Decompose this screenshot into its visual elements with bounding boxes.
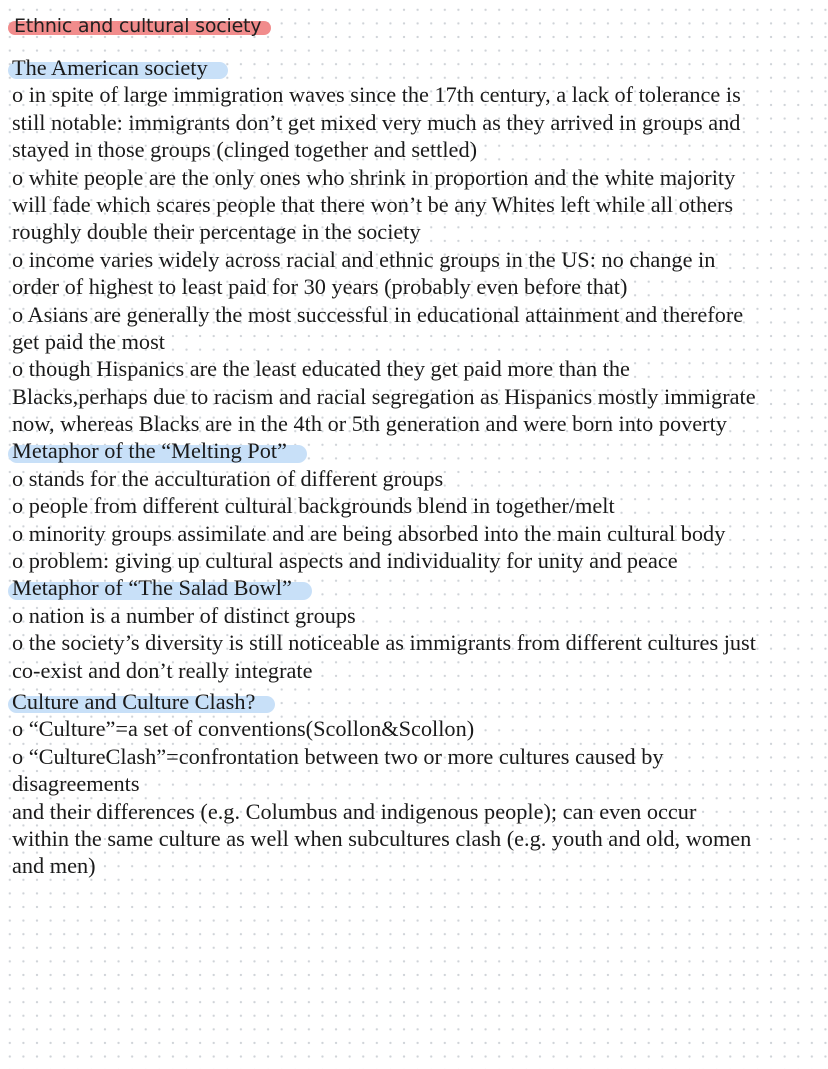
note-line: o minority groups assimilate and are being absorbed into the main cultural body xyxy=(12,520,726,546)
note-line: o in spite of large immigration waves since the 17th century, a lack of tolerance is xyxy=(12,82,741,108)
heading-text: Culture and Culture Clash? xyxy=(12,688,256,714)
notes-body xyxy=(12,54,812,880)
note-line: o nation is a number of distinct groups xyxy=(12,602,356,628)
note-line: still notable: immigrants don’t get mixed very much as they arrived in groups and xyxy=(12,109,741,135)
note-line: o Asians are generally the most successful in educational attainment and therefore xyxy=(12,301,744,327)
page-title: Ethnic and cultural society xyxy=(14,15,262,37)
heading-text: Metaphor of “The Salad Bowl” xyxy=(12,575,292,601)
note-line: disagreements xyxy=(12,771,140,797)
heading-text: The American society xyxy=(12,55,208,80)
section-heading-melting-pot xyxy=(12,437,812,464)
note-line: will fade which scares people that there won’t be any Whites left while all others xyxy=(12,191,734,217)
note-line: o income varies widely across racial and ethnic groups in the US: no change in xyxy=(12,246,716,272)
note-line: order of highest to least paid for 30 years (probably even before that) xyxy=(12,274,628,300)
heading-text: Metaphor of the “Melting Pot” xyxy=(12,438,287,464)
note-line: and their differences (e.g. Columbus and indigenous people); can even occur xyxy=(12,798,697,824)
note-line: o the society’s diversity is still noticeable as immigrants from different cultures just xyxy=(12,630,756,656)
note-line: o “CultureClash”=confrontation between two or more cultures caused by xyxy=(12,743,664,769)
note-page xyxy=(12,12,812,880)
note-line: o “Culture”=a set of conventions(Scollon&Scollon) xyxy=(12,716,475,742)
note-line: stayed in those groups (clinged together and settled) xyxy=(12,137,478,163)
note-line: o white people are the only ones who shrink in proportion and the white majority xyxy=(12,164,736,190)
title-block xyxy=(14,12,261,40)
section-heading-american xyxy=(12,54,812,81)
note-line: co-exist and don’t really integrate xyxy=(12,657,313,683)
section-heading-salad-bowl xyxy=(12,574,812,601)
note-line: within the same culture as well when subcultures clash (e.g. youth and old, women xyxy=(12,825,752,851)
note-line: roughly double their percentage in the society xyxy=(12,219,421,245)
note-line: o problem: giving up cultural aspects and individuality for unity and peace xyxy=(12,548,678,574)
note-line: o people from different cultural backgrounds blend in together/melt xyxy=(12,493,615,519)
note-line: now, whereas Blacks are in the 4th or 5th generation and were born into poverty xyxy=(12,411,727,437)
note-line: get paid the most xyxy=(12,328,165,354)
note-line: o stands for the acculturation of different groups xyxy=(12,465,444,491)
note-line: o though Hispanics are the least educated they get paid more than the xyxy=(12,356,630,382)
note-line: and men) xyxy=(12,853,96,879)
section-heading-culture-clash xyxy=(12,688,812,715)
note-line: Blacks,perhaps due to racism and racial segregation as Hispanics mostly immigrate xyxy=(12,383,756,409)
